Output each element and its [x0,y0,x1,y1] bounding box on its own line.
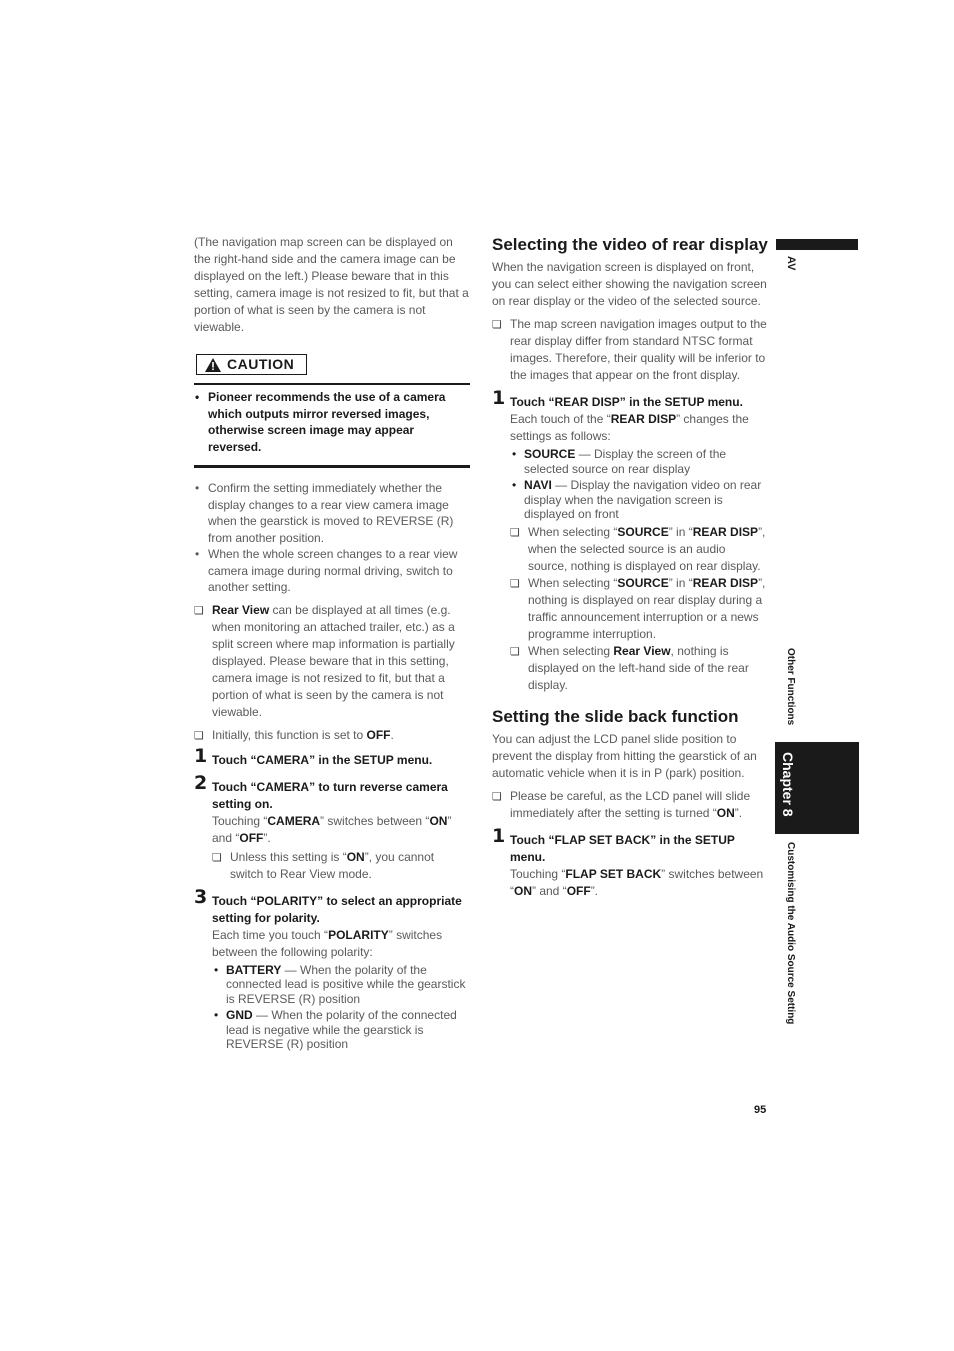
section-intro: When the navigation screen is displayed on front, you can select either showing the navigation screen on rear display or the video of the selected source. [492,260,767,308]
caution-item: • Pioneer recommends the use of a camera which outputs mirror reversed images, otherwise screen image may appear reversed. [194,389,470,455]
left-column [194,234,470,1054]
step-body: Touching “CAMERA” switches between “ON” and “OFF”. [212,813,452,845]
section-title: Setting the slide back function [492,706,739,726]
caution-label [196,354,307,375]
checkbox-icon: ❏ [510,645,520,658]
bullet-list [194,480,470,596]
step-rear-disp [492,387,768,694]
note-rear-view: ❏ Rear View can be displayed at all times (e.g. when monitoring an attached trailer, etc.) as a split screen where map information is partially displayed. Please beware that in this setting, camera image is not resized to fit, but that a portion of what is seen by the camera is not viewable. [194,602,455,719]
rear-disp-options [510,447,768,522]
sidebar-tab-av: AV [785,256,797,271]
section-note: ❏ Please be careful, as the LCD panel will slide immediately after the setting is turned “ON”. [492,788,751,820]
caution-divider-bottom [194,465,470,468]
list-item: • NAVI — Display the navigation video on rear display when the navigation screen is displayed on front [510,478,768,522]
sidebar-top-bar [776,239,858,250]
step-title: Touch “FLAP SET BACK” in the SETUP menu. [510,832,735,864]
page-number: 95 [754,1104,767,1116]
list-item: • SOURCE — Display the screen of the selected source on rear display [510,447,768,476]
checkbox-icon: ❏ [194,729,204,742]
step-note: ❏ When selecting “SOURCE” in “REAR DISP”, nothing is displayed on rear display during a traffic announcement interruption or a news programme interruption. [510,575,766,641]
step-number: 2 [194,771,208,794]
step-title: Touch “POLARITY” to select an appropriate setting for polarity. [212,893,462,925]
checkbox-icon: ❏ [492,319,502,331]
step-note: ❏ Unless this setting is “ON”, you cannot switch to Rear View mode. [212,849,435,881]
right-column [492,234,768,900]
step-number: 1 [492,824,506,847]
step-body: Each touch of the “REAR DISP” changes the settings as follows: [510,412,749,443]
caution-divider-top [194,383,470,385]
section-intro: You can adjust the LCD panel slide position to prevent the display from hitting the gearstick of an automatic vehicle when it is in P (park) position. [492,731,757,780]
list-item: • When the whole screen changes to a rear view camera image during normal driving, switch to another setting. [194,546,470,596]
sidebar-tab-customising: Customising the Audio Source Setting [785,842,796,1025]
caution-list [194,389,470,455]
checkbox-icon: ❏ [510,526,520,539]
step-title: Touch “CAMERA” in the SETUP menu. [212,752,433,767]
list-item: • BATTERY — When the polarity of the connected lead is positive while the gearstick is REVERSE (R) position [212,963,470,1007]
step-number: 3 [194,885,208,908]
step-number: 1 [194,744,208,767]
step-title: Touch “REAR DISP” in the SETUP menu. [510,395,743,409]
intro-paragraph: (The navigation map screen can be displayed on the right-hand side and the camera image can be displayed on the left.) Please beware that in this setting, camera image is not resized to fit, but that a portion of what is seen by the camera is not viewable. [194,235,469,334]
step-note: ❏ When selecting Rear View, nothing is displayed on the left-hand side of the rear display. [510,643,749,692]
section-title: Selecting the video of rear display [492,235,768,254]
checkbox-icon: ❏ [492,790,502,803]
sidebar-tab-other-functions: Other Functions [785,648,796,726]
checkbox-icon: ❏ [212,851,222,864]
checkbox-icon: ❏ [194,604,204,617]
chapter-label: Chapter 8 [780,752,796,817]
step-flap-set-back [492,824,768,900]
caution-text-label: CAUTION [227,356,295,372]
checkbox-icon: ❏ [510,577,520,590]
step-note: ❏ When selecting “SOURCE” in “REAR DISP”, when the selected source is an audio source, nothing is displayed on rear display. [510,524,766,573]
step-body: Each time you touch “POLARITY” switches between the following polarity: [212,927,443,959]
step-3 [194,885,470,1052]
step-number: 1 [492,387,506,409]
step-body: Touching “FLAP SET BACK” switches between “ON” and “OFF”. [510,866,764,898]
note-initial-off: ❏ Initially, this function is set to OFF. [194,727,470,744]
step-1 [194,744,470,769]
step-2 [194,771,470,883]
step-title: Touch “CAMERA” to turn reverse camera setting on. [212,779,448,811]
polarity-list [212,963,470,1052]
warning-icon [205,358,221,372]
list-item: • GND — When the polarity of the connected lead is negative while the gearstick is REVERSE (R) position [212,1008,470,1052]
list-item: • Confirm the setting immediately whether the display changes to a rear view camera image when the gearstick is moved to REVERSE (R) from another position. [194,480,470,546]
section-note: ❏ The map screen navigation images output to the rear display differ from standard NTSC format images. Therefore, their quality will be inferior to the images that appear on the front display. [492,317,767,382]
